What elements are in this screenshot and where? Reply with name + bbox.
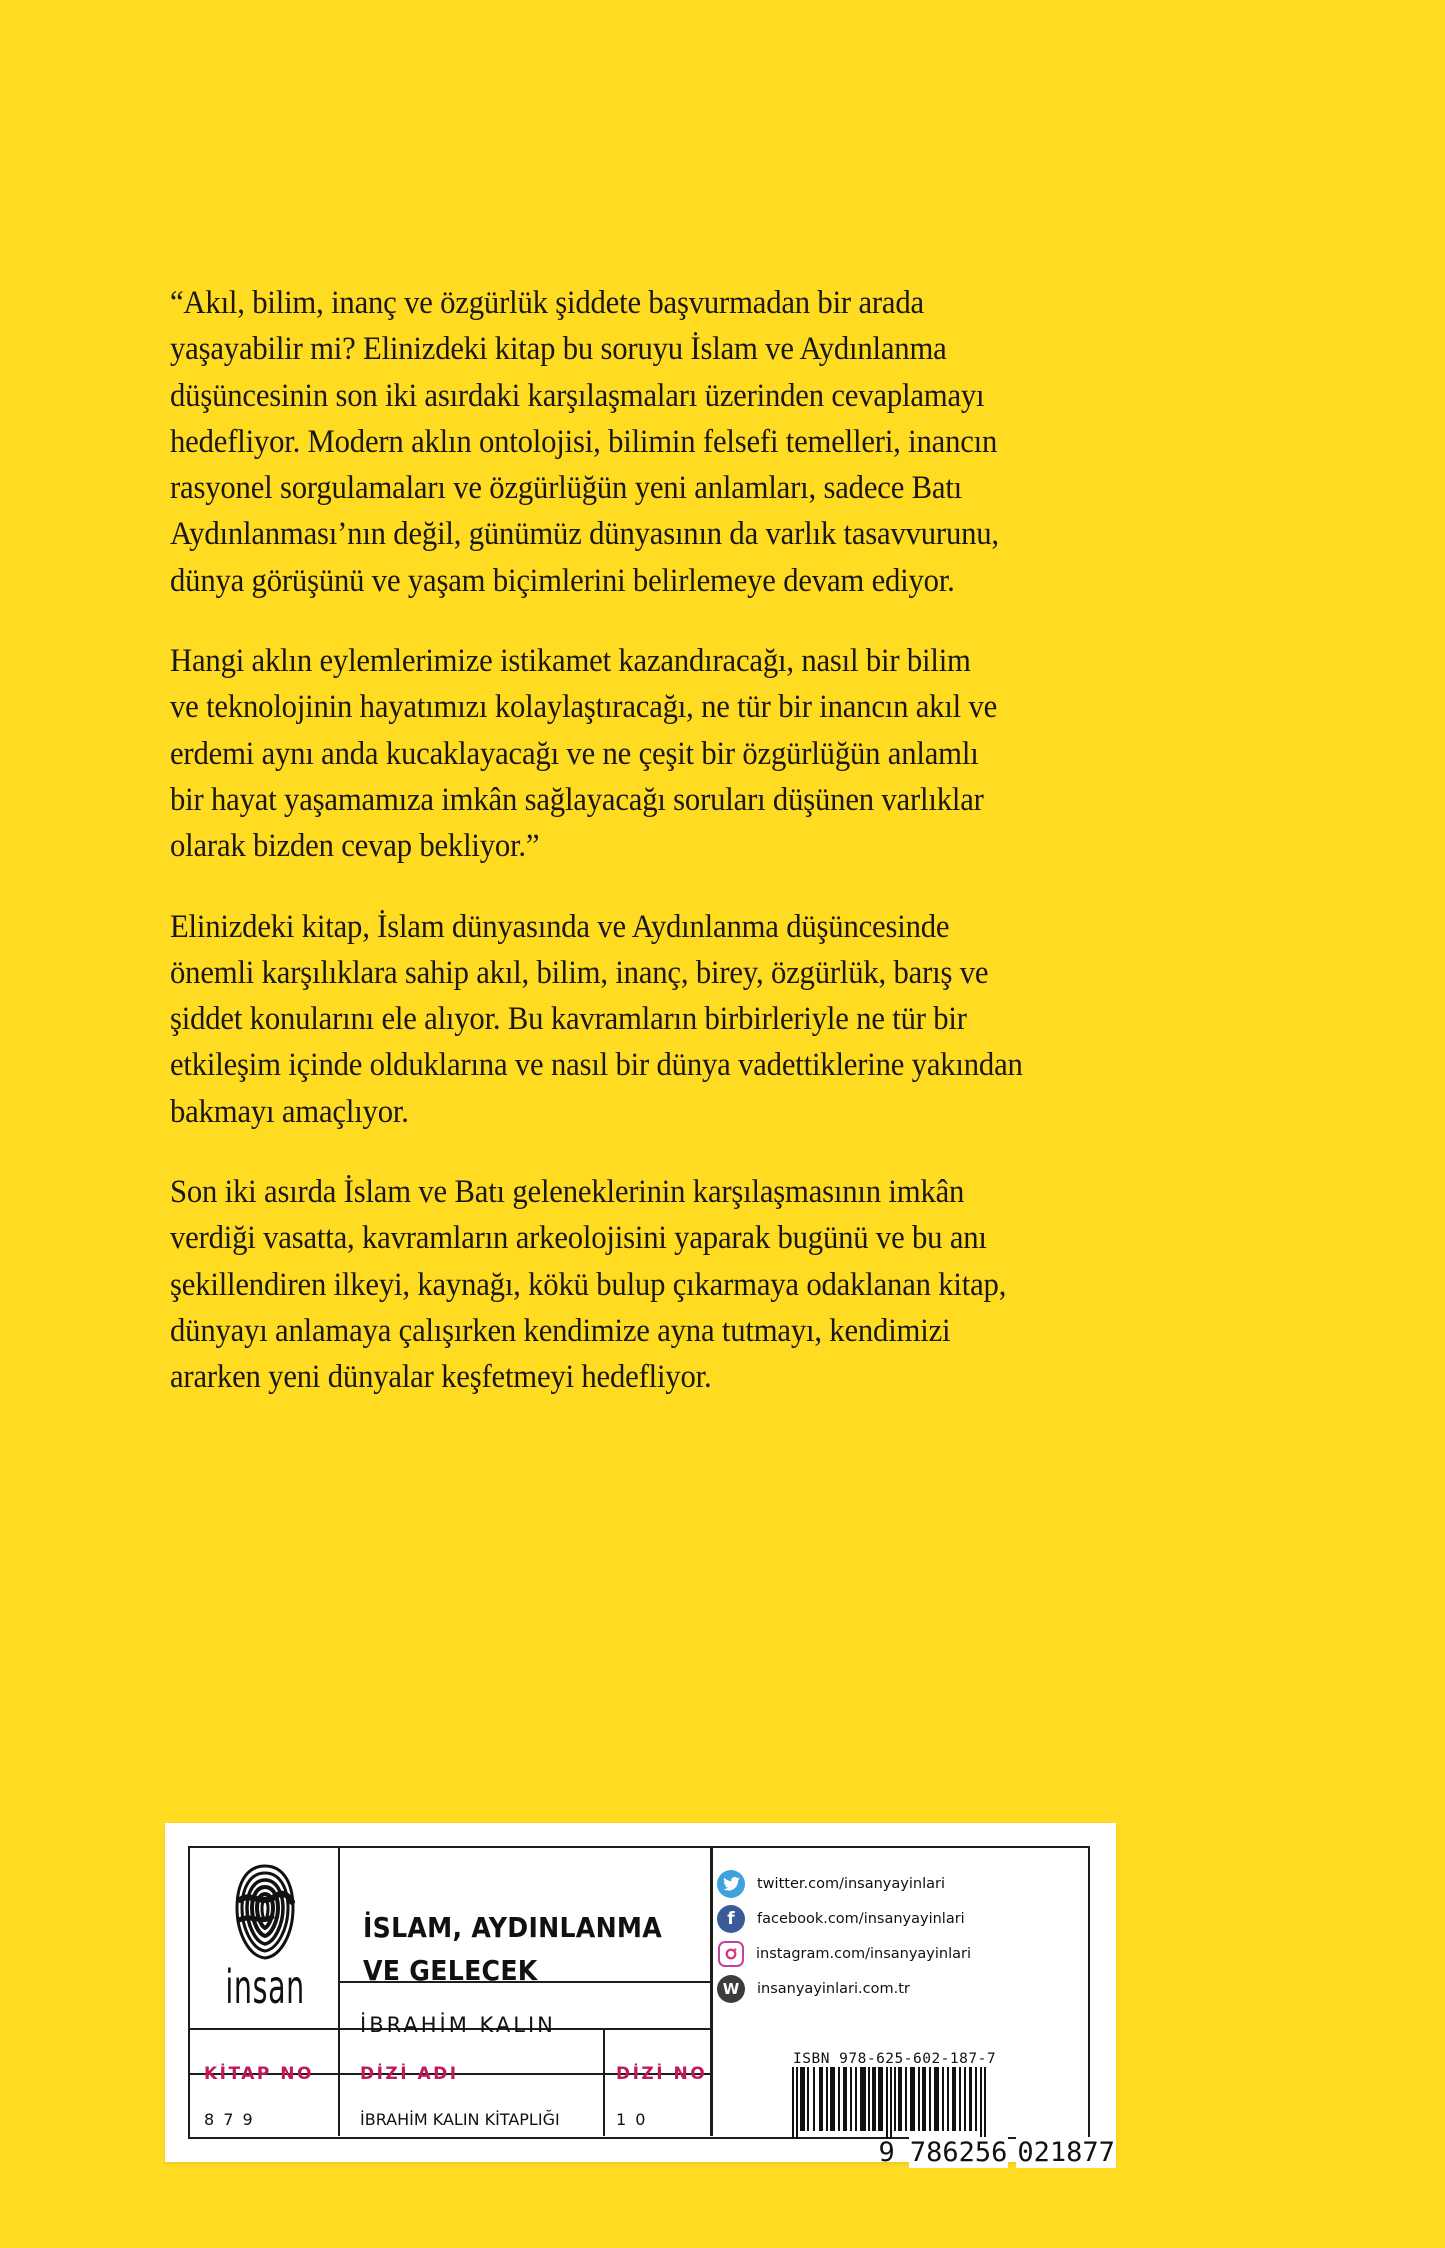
social-links — [717, 1870, 971, 2003]
publisher-logo — [190, 1848, 340, 2028]
book-info-grid — [188, 1846, 1115, 2168]
facebook-link[interactable] — [717, 1905, 971, 1933]
blurb-paragraph-2 — [170, 638, 1310, 869]
website-link[interactable] — [717, 1975, 971, 2003]
blurb-line: etkileşim içinde olduklarına ve nasıl bir dünya vadettiklerine yakından — [170, 1047, 1023, 1084]
series-name-value: İBRAHİM KALIN KİTAPLIĞI — [360, 2110, 560, 2129]
blurb-paragraph-3 — [170, 904, 1310, 1135]
barcode-left-digits: 786256 — [909, 2137, 1008, 2168]
blurb-line: düşüncesinin son iki asırdaki karşılaşmaları üzerinden cevaplamayı — [170, 377, 985, 414]
twitter-icon — [717, 1870, 745, 1898]
twitter-link[interactable] — [717, 1870, 971, 1898]
book-no-label: KİTAP NO — [204, 2064, 314, 2084]
blurb-line: Aydınlanması’nın değil, günümüz dünyasının da varlık tasavvurunu, — [170, 516, 999, 553]
instagram-icon — [718, 1941, 744, 1967]
facebook-icon: f — [717, 1905, 745, 1933]
blurb-paragraph-4 — [170, 1169, 1310, 1400]
blurb-line: verdiği vasatta, kavramların arkeolojisini yaparak bugünü ve bu anı — [170, 1220, 987, 1257]
blurb-line: Elinizdeki kitap, İslam dünyasında ve Aydınlanma düşüncesinde — [170, 908, 950, 945]
blurb-line: hedefliyor. Modern aklın ontolojisi, bilimin felsefi temelleri, inancın — [170, 423, 998, 460]
facebook-link-text: facebook.com/insanyayinlari — [757, 1911, 965, 1927]
blurb-line: Hangi aklın eylemlerimize istikamet kazandıracağı, nasıl bir bilim — [170, 643, 971, 680]
blurb-line: Son iki asırda İslam ve Batı geleneklerinin karşılaşmasının imkân — [170, 1174, 965, 1211]
blurb-line: önemli karşılıklara sahip akıl, bilim, inanç, birey, özgürlük, barış ve — [170, 954, 989, 991]
back-cover-blurb — [170, 280, 1310, 1435]
series-no-value: 1 0 — [616, 2110, 648, 2129]
book-title-line: İSLAM, AYDINLANMA — [363, 1911, 663, 1944]
instagram-link[interactable] — [717, 1940, 971, 1968]
blurb-line: dünya görüşünü ve yaşam biçimlerini belirlemeye devam ediyor. — [170, 562, 955, 599]
series-name-label: DİZİ ADI — [360, 2064, 459, 2084]
blurb-line: yaşayabilir mi? Elinizdeki kitap bu soruyu İslam ve Aydınlanma — [170, 331, 947, 368]
book-title — [363, 1906, 687, 1992]
fingerprint-icon — [232, 1862, 298, 1962]
series-no-label: DİZİ NO — [616, 2064, 708, 2084]
book-title-line: VE GELECEK — [363, 1954, 538, 1987]
divider — [710, 1848, 713, 2136]
blurb-line: bir hayat yaşamamıza imkân sağlayacağı soruları düşünen varlıklar — [170, 781, 984, 818]
book-no-value: 8 7 9 — [204, 2110, 255, 2129]
divider — [603, 2028, 605, 2136]
instagram-link-text: instagram.com/insanyayinlari — [756, 1946, 972, 1962]
blurb-line: dünyayı anlamaya çalışırken kendimize ayna tutmayı, kendimizi — [170, 1312, 951, 1349]
website-icon: W — [717, 1975, 745, 2003]
barcode-digits — [781, 2106, 1116, 2199]
blurb-line: şekillendiren ilkeyi, kaynağı, kökü bulup çıkarmaya odaklanan kitap, — [170, 1266, 1007, 1303]
blurb-line: olarak bizden cevap bekliyor.” — [170, 828, 540, 865]
blurb-line: bakmayı amaçlıyor. — [170, 1093, 409, 1130]
publisher-logo-text: insan — [225, 1960, 305, 2014]
website-link-text: insanyayinlari.com.tr — [757, 1981, 910, 1997]
blurb-line: şiddet konularını ele alıyor. Bu kavramların birbirleriyle ne tür bir — [170, 1001, 967, 1038]
barcode-lead-digit: 9 — [878, 2137, 895, 2168]
blurb-line: ve teknolojinin hayatımızı kolaylaştıracağı, ne tür bir inancın akıl ve — [170, 689, 998, 726]
twitter-link-text: twitter.com/insanyayinlari — [757, 1876, 945, 1892]
isbn-label: ISBN 978-625-602-187-7 — [793, 2051, 997, 2067]
book-info-panel — [165, 1823, 1116, 2168]
barcode-right-digits: 021877 — [1017, 2137, 1115, 2168]
blurb-line: rasyonel sorgulamaları ve özgürlüğün yeni anlamları, sadece Batı — [170, 470, 963, 507]
blurb-line: erdemi aynı anda kucaklayacağı ve ne çeşit bir özgürlüğün anlamlı — [170, 735, 979, 772]
book-author: İBRAHİM KALIN — [360, 2013, 556, 2037]
blurb-line: “Akıl, bilim, inanç ve özgürlük şiddete başvurmadan bir arada — [170, 285, 924, 321]
blurb-line: ararken yeni dünyalar keşfetmeyi hedefliyor. — [170, 1359, 712, 1396]
blurb-paragraph-1 — [170, 280, 1310, 604]
